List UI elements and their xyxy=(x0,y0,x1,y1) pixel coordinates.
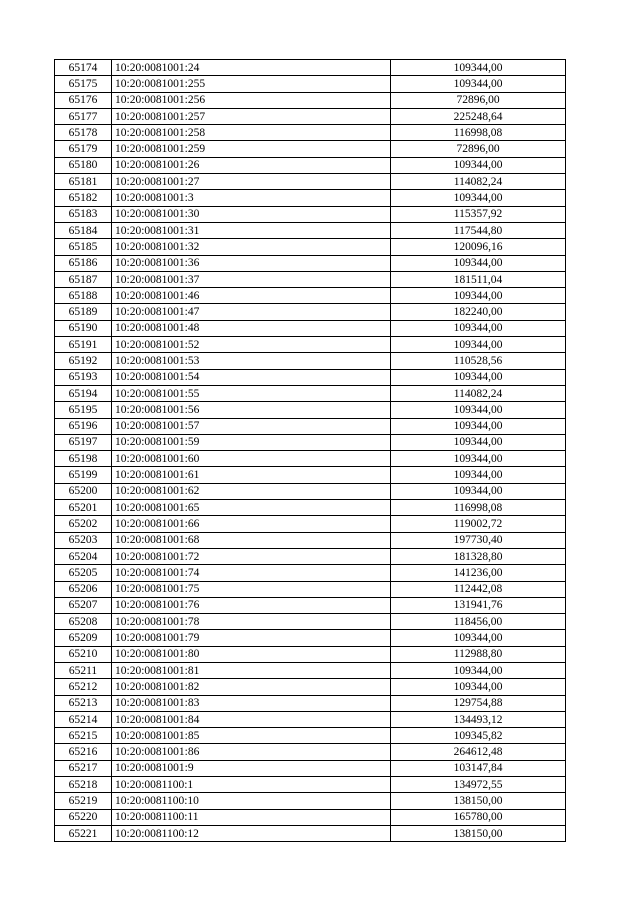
row-id-cell: 65176 xyxy=(55,92,112,108)
table-row xyxy=(55,239,566,255)
cadastral-number-cell: 10:20:0081001:48 xyxy=(112,320,391,336)
row-id-cell: 65207 xyxy=(55,597,112,613)
table-row xyxy=(55,532,566,548)
table-row xyxy=(55,630,566,646)
row-id-cell: 65180 xyxy=(55,157,112,173)
table-row xyxy=(55,548,566,564)
cadastral-number-cell: 10:20:0081001:65 xyxy=(112,500,391,516)
table-row xyxy=(55,385,566,401)
value-cell: 119002,72 xyxy=(391,516,566,532)
row-id-cell: 65175 xyxy=(55,76,112,92)
table-row xyxy=(55,402,566,418)
row-id-cell: 65194 xyxy=(55,385,112,401)
cadastral-number-cell: 10:20:0081001:78 xyxy=(112,614,391,630)
row-id-cell: 65193 xyxy=(55,369,112,385)
table-row xyxy=(55,728,566,744)
row-id-cell: 65188 xyxy=(55,288,112,304)
cadastral-number-cell: 10:20:0081001:30 xyxy=(112,206,391,222)
value-cell: 72896,00 xyxy=(391,92,566,108)
value-cell: 225248,64 xyxy=(391,108,566,124)
cadastral-number-cell: 10:20:0081001:66 xyxy=(112,516,391,532)
row-id-cell: 65216 xyxy=(55,744,112,760)
value-cell: 109344,00 xyxy=(391,369,566,385)
cadastral-number-cell: 10:20:0081001:26 xyxy=(112,157,391,173)
table-row xyxy=(55,760,566,776)
row-id-cell: 65196 xyxy=(55,418,112,434)
row-id-cell: 65192 xyxy=(55,353,112,369)
value-cell: 109344,00 xyxy=(391,662,566,678)
row-id-cell: 65185 xyxy=(55,239,112,255)
table-row xyxy=(55,60,566,76)
value-cell: 109344,00 xyxy=(391,630,566,646)
row-id-cell: 65181 xyxy=(55,174,112,190)
value-cell: 181511,04 xyxy=(391,271,566,287)
cadastral-number-cell: 10:20:0081001:256 xyxy=(112,92,391,108)
table-row xyxy=(55,157,566,173)
value-cell: 134493,12 xyxy=(391,711,566,727)
row-id-cell: 65199 xyxy=(55,467,112,483)
row-id-cell: 65186 xyxy=(55,255,112,271)
value-cell: 109344,00 xyxy=(391,483,566,499)
row-id-cell: 65220 xyxy=(55,809,112,825)
cadastral-number-cell: 10:20:0081001:75 xyxy=(112,581,391,597)
cadastral-number-cell: 10:20:0081100:10 xyxy=(112,793,391,809)
value-cell: 117544,80 xyxy=(391,222,566,238)
value-cell: 118456,00 xyxy=(391,614,566,630)
row-id-cell: 65202 xyxy=(55,516,112,532)
table-row xyxy=(55,222,566,238)
row-id-cell: 65183 xyxy=(55,206,112,222)
cadastral-number-cell: 10:20:0081001:3 xyxy=(112,190,391,206)
cadastral-number-cell: 10:20:0081001:52 xyxy=(112,337,391,353)
table-row xyxy=(55,418,566,434)
value-cell: 109344,00 xyxy=(391,288,566,304)
table-row xyxy=(55,206,566,222)
row-id-cell: 65191 xyxy=(55,337,112,353)
table-row xyxy=(55,825,566,841)
table-row xyxy=(55,288,566,304)
row-id-cell: 65221 xyxy=(55,825,112,841)
cadastral-number-cell: 10:20:0081001:80 xyxy=(112,646,391,662)
table-row xyxy=(55,255,566,271)
cadastral-number-cell: 10:20:0081100:11 xyxy=(112,809,391,825)
table-row xyxy=(55,777,566,793)
cadastral-number-cell: 10:20:0081001:81 xyxy=(112,662,391,678)
value-cell: 109344,00 xyxy=(391,402,566,418)
value-cell: 109344,00 xyxy=(391,418,566,434)
table-row xyxy=(55,125,566,141)
row-id-cell: 65213 xyxy=(55,695,112,711)
value-cell: 109344,00 xyxy=(391,76,566,92)
table-row xyxy=(55,190,566,206)
cadastral-number-cell: 10:20:0081001:84 xyxy=(112,711,391,727)
table-row xyxy=(55,597,566,613)
table-row xyxy=(55,76,566,92)
cadastral-number-cell: 10:20:0081001:62 xyxy=(112,483,391,499)
value-cell: 109344,00 xyxy=(391,337,566,353)
table-row xyxy=(55,565,566,581)
cadastral-number-cell: 10:20:0081001:54 xyxy=(112,369,391,385)
row-id-cell: 65211 xyxy=(55,662,112,678)
row-id-cell: 65217 xyxy=(55,760,112,776)
row-id-cell: 65177 xyxy=(55,108,112,124)
table-row xyxy=(55,467,566,483)
row-id-cell: 65204 xyxy=(55,548,112,564)
row-id-cell: 65201 xyxy=(55,500,112,516)
value-cell: 138150,00 xyxy=(391,825,566,841)
value-cell: 110528,56 xyxy=(391,353,566,369)
table-row xyxy=(55,434,566,450)
cadastral-number-cell: 10:20:0081001:61 xyxy=(112,467,391,483)
cadastral-number-cell: 10:20:0081001:257 xyxy=(112,108,391,124)
cadastral-number-cell: 10:20:0081100:1 xyxy=(112,777,391,793)
value-cell: 109344,00 xyxy=(391,320,566,336)
table-row xyxy=(55,679,566,695)
cadastral-number-cell: 10:20:0081001:72 xyxy=(112,548,391,564)
value-cell: 129754,88 xyxy=(391,695,566,711)
cadastral-number-cell: 10:20:0081001:82 xyxy=(112,679,391,695)
table-row xyxy=(55,500,566,516)
cadastral-number-cell: 10:20:0081001:59 xyxy=(112,434,391,450)
row-id-cell: 65190 xyxy=(55,320,112,336)
table-row xyxy=(55,516,566,532)
table-row xyxy=(55,695,566,711)
row-id-cell: 65178 xyxy=(55,125,112,141)
value-cell: 109344,00 xyxy=(391,467,566,483)
value-cell: 120096,16 xyxy=(391,239,566,255)
row-id-cell: 65209 xyxy=(55,630,112,646)
row-id-cell: 65218 xyxy=(55,777,112,793)
table-row xyxy=(55,483,566,499)
cadastral-number-cell: 10:20:0081001:76 xyxy=(112,597,391,613)
table-row xyxy=(55,581,566,597)
cadastral-number-cell: 10:20:0081001:53 xyxy=(112,353,391,369)
row-id-cell: 65197 xyxy=(55,434,112,450)
row-id-cell: 65210 xyxy=(55,646,112,662)
value-cell: 264612,48 xyxy=(391,744,566,760)
cadastral-number-cell: 10:20:0081001:9 xyxy=(112,760,391,776)
value-cell: 114082,24 xyxy=(391,174,566,190)
row-id-cell: 65200 xyxy=(55,483,112,499)
row-id-cell: 65215 xyxy=(55,728,112,744)
table-row xyxy=(55,793,566,809)
cadastral-number-cell: 10:20:0081001:258 xyxy=(112,125,391,141)
value-cell: 109344,00 xyxy=(391,255,566,271)
value-cell: 116998,08 xyxy=(391,500,566,516)
cadastral-number-cell: 10:20:0081001:27 xyxy=(112,174,391,190)
row-id-cell: 65195 xyxy=(55,402,112,418)
table-row xyxy=(55,711,566,727)
cadastral-number-cell: 10:20:0081001:259 xyxy=(112,141,391,157)
value-cell: 197730,40 xyxy=(391,532,566,548)
cadastral-number-cell: 10:20:0081001:86 xyxy=(112,744,391,760)
data-table xyxy=(54,59,566,842)
cadastral-number-cell: 10:20:0081001:56 xyxy=(112,402,391,418)
value-cell: 134972,55 xyxy=(391,777,566,793)
cadastral-number-cell: 10:20:0081001:31 xyxy=(112,222,391,238)
cadastral-number-cell: 10:20:0081001:37 xyxy=(112,271,391,287)
row-id-cell: 65187 xyxy=(55,271,112,287)
row-id-cell: 65219 xyxy=(55,793,112,809)
row-id-cell: 65174 xyxy=(55,60,112,76)
cadastral-number-cell: 10:20:0081001:255 xyxy=(112,76,391,92)
cadastral-number-cell: 10:20:0081001:32 xyxy=(112,239,391,255)
cadastral-number-cell: 10:20:0081001:47 xyxy=(112,304,391,320)
cadastral-number-cell: 10:20:0081001:68 xyxy=(112,532,391,548)
row-id-cell: 65184 xyxy=(55,222,112,238)
row-id-cell: 65203 xyxy=(55,532,112,548)
value-cell: 141236,00 xyxy=(391,565,566,581)
table-row xyxy=(55,809,566,825)
cadastral-number-cell: 10:20:0081001:55 xyxy=(112,385,391,401)
row-id-cell: 65198 xyxy=(55,451,112,467)
table-row xyxy=(55,646,566,662)
value-cell: 109344,00 xyxy=(391,190,566,206)
table-row xyxy=(55,271,566,287)
cadastral-number-cell: 10:20:0081001:46 xyxy=(112,288,391,304)
table-row xyxy=(55,92,566,108)
value-cell: 72896,00 xyxy=(391,141,566,157)
table-row xyxy=(55,304,566,320)
cadastral-number-cell: 10:20:0081100:12 xyxy=(112,825,391,841)
value-cell: 181328,80 xyxy=(391,548,566,564)
value-cell: 114082,24 xyxy=(391,385,566,401)
value-cell: 112988,80 xyxy=(391,646,566,662)
value-cell: 109344,00 xyxy=(391,434,566,450)
row-id-cell: 65182 xyxy=(55,190,112,206)
value-cell: 109344,00 xyxy=(391,451,566,467)
value-cell: 182240,00 xyxy=(391,304,566,320)
value-cell: 112442,08 xyxy=(391,581,566,597)
value-cell: 109344,00 xyxy=(391,157,566,173)
cadastral-number-cell: 10:20:0081001:83 xyxy=(112,695,391,711)
value-cell: 165780,00 xyxy=(391,809,566,825)
table-row xyxy=(55,353,566,369)
cadastral-number-cell: 10:20:0081001:60 xyxy=(112,451,391,467)
value-cell: 103147,84 xyxy=(391,760,566,776)
value-cell: 131941,76 xyxy=(391,597,566,613)
cadastral-number-cell: 10:20:0081001:74 xyxy=(112,565,391,581)
value-cell: 109344,00 xyxy=(391,679,566,695)
row-id-cell: 65179 xyxy=(55,141,112,157)
value-cell: 109344,00 xyxy=(391,60,566,76)
cadastral-number-cell: 10:20:0081001:57 xyxy=(112,418,391,434)
table-row xyxy=(55,451,566,467)
table-row xyxy=(55,320,566,336)
cadastral-number-cell: 10:20:0081001:79 xyxy=(112,630,391,646)
cadastral-number-cell: 10:20:0081001:36 xyxy=(112,255,391,271)
row-id-cell: 65206 xyxy=(55,581,112,597)
table-row xyxy=(55,174,566,190)
row-id-cell: 65212 xyxy=(55,679,112,695)
table-row xyxy=(55,141,566,157)
table-row xyxy=(55,744,566,760)
value-cell: 116998,08 xyxy=(391,125,566,141)
value-cell: 138150,00 xyxy=(391,793,566,809)
value-cell: 115357,92 xyxy=(391,206,566,222)
cadastral-number-cell: 10:20:0081001:24 xyxy=(112,60,391,76)
table-row xyxy=(55,369,566,385)
row-id-cell: 65208 xyxy=(55,614,112,630)
row-id-cell: 65214 xyxy=(55,711,112,727)
table-row xyxy=(55,662,566,678)
row-id-cell: 65205 xyxy=(55,565,112,581)
row-id-cell: 65189 xyxy=(55,304,112,320)
table-row xyxy=(55,614,566,630)
table-row xyxy=(55,337,566,353)
cadastral-number-cell: 10:20:0081001:85 xyxy=(112,728,391,744)
table-body xyxy=(55,60,566,842)
value-cell: 109345,82 xyxy=(391,728,566,744)
table-row xyxy=(55,108,566,124)
